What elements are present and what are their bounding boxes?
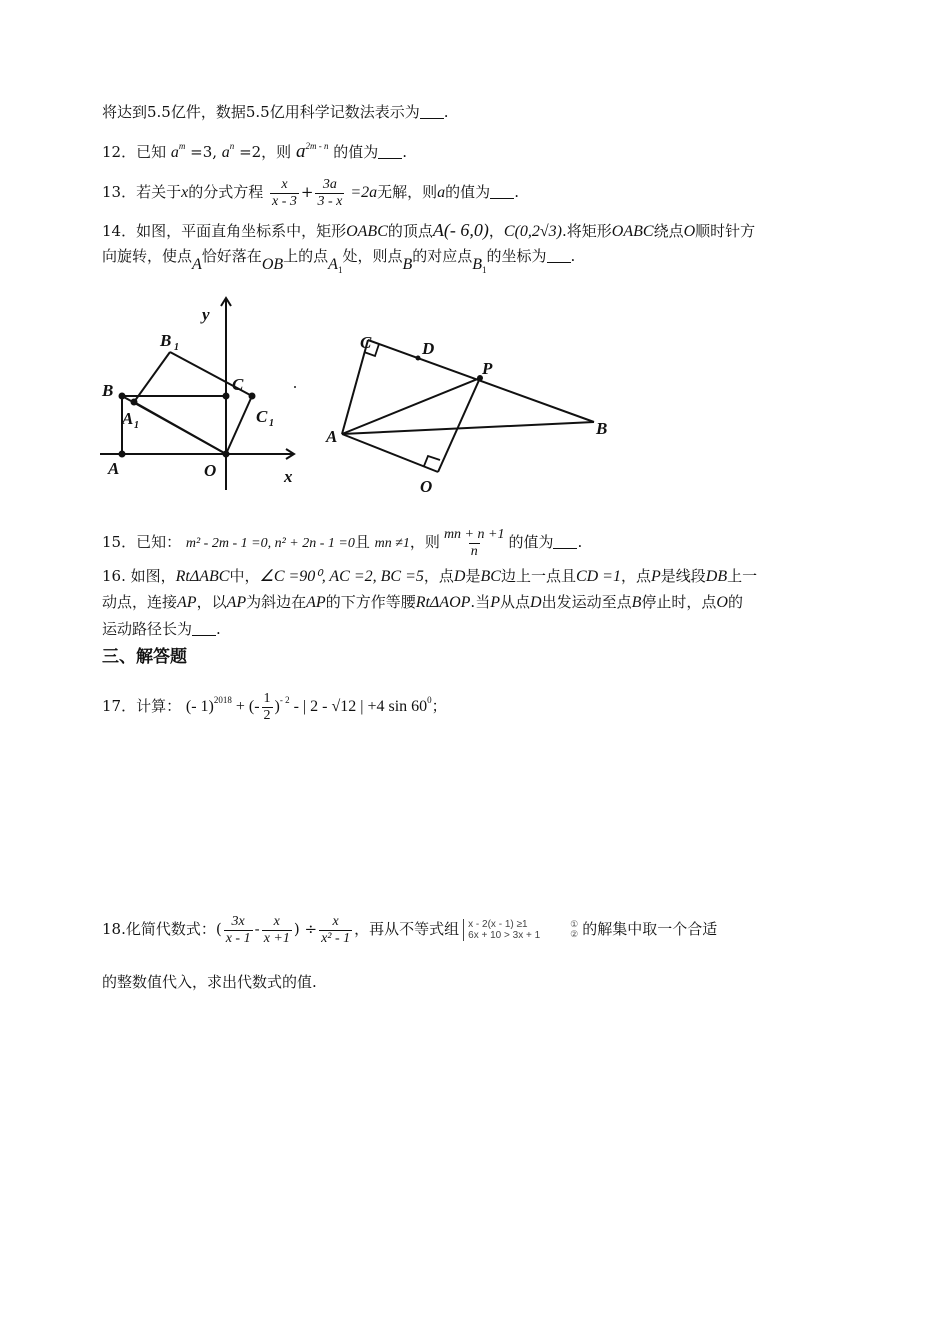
q14-text: 的对应点	[412, 247, 473, 265]
q13-f2-den: 3 - x	[317, 193, 343, 209]
label-x: x	[284, 467, 293, 486]
circled-numbers	[570, 920, 578, 940]
q16-text: 动点，连接	[102, 593, 178, 611]
q13-lead: 13．若关于	[102, 183, 182, 201]
q16-text: ，点	[423, 567, 454, 585]
edge-a1o	[134, 402, 226, 454]
label-c: C	[232, 375, 244, 394]
q16-d: D	[530, 594, 542, 611]
q18-div: ) ÷	[293, 920, 318, 938]
q14-text: 14．如图，平面直角坐标系中，矩形	[102, 222, 347, 240]
q14-text: 的顶点	[387, 222, 433, 240]
q12-a1: a	[170, 144, 179, 161]
q15-cond: mn ≠1	[374, 536, 410, 551]
q13-f1-num: x	[281, 176, 288, 192]
q16-text: ，点	[620, 567, 651, 585]
point-c	[223, 393, 230, 400]
q16-ap: AP	[226, 594, 247, 611]
q17-exp: 0	[427, 695, 432, 705]
q17-end: ；	[431, 697, 447, 715]
point-b	[119, 393, 126, 400]
q14-ob: OB	[261, 256, 284, 273]
q14-text: 处，则点	[342, 247, 403, 265]
q13-end: .	[514, 183, 519, 201]
q17-fraction	[262, 691, 273, 724]
q18-fraction-3	[319, 914, 352, 947]
edge-ab	[342, 422, 594, 434]
q14-b: B	[402, 256, 413, 273]
inequality-system	[463, 919, 540, 941]
q12-n: n	[229, 141, 235, 151]
section-heading: 三、解答题	[102, 647, 187, 667]
q16-b: B	[631, 594, 642, 611]
q16-text: 16. 如图，	[102, 567, 176, 585]
q17-part: (- 1)	[185, 698, 214, 715]
q12-eq2: =2，则	[234, 143, 296, 161]
point-a	[119, 451, 126, 458]
q15-tail: 的值为	[508, 533, 554, 551]
q16-text: 的下方作等腰	[325, 593, 416, 611]
q17-exp: - 2	[279, 695, 290, 705]
q16-text: ，以	[196, 593, 227, 611]
q14-oabc: OABC	[346, 223, 388, 240]
q15-num: mn + n +1	[443, 526, 505, 542]
figure-right-triangle	[322, 326, 622, 496]
q12-tail: 的值为	[333, 143, 379, 161]
label-c: C	[360, 333, 372, 352]
q16-text: 是线段	[660, 567, 706, 585]
point-c1	[249, 393, 256, 400]
q15-lead: 15．已知：	[102, 533, 182, 551]
q16-p: P	[651, 568, 661, 585]
answer-blank	[192, 621, 216, 636]
label-b1-sub: 1	[174, 342, 179, 353]
q14-text: 向旋转，使点	[102, 247, 193, 265]
q14-point-c: C(0,2√3)	[503, 223, 562, 240]
q18-f3-den: x² - 1	[321, 930, 351, 946]
q15-line	[102, 522, 582, 564]
q17-part: + (-	[231, 698, 260, 715]
q14-o: O	[683, 223, 696, 240]
q17-part: )	[274, 698, 280, 715]
q16-text: 停止时，点	[641, 593, 717, 611]
q16-db: DB	[705, 568, 728, 585]
answer-blank	[490, 184, 514, 199]
q13-a: a	[437, 184, 446, 201]
q14-a: A	[192, 256, 202, 273]
inequality-2: 6x + 10 > 3x + 1	[468, 930, 541, 941]
q15-then: ，则	[409, 533, 440, 551]
q14-line-1	[102, 220, 755, 242]
q13-fraction-1	[270, 177, 299, 210]
circled-2: ②	[570, 930, 579, 940]
q12-end: .	[402, 143, 408, 161]
q14-a1: A	[328, 256, 338, 273]
q13-tail1: 无解，则	[377, 183, 438, 201]
edge-c1o	[226, 396, 252, 454]
inequality-1: x - 2(x - 1) ≥1	[468, 919, 528, 930]
q16-text: 从点	[499, 593, 530, 611]
q12-lead: 12．已知	[102, 143, 167, 161]
label-o: O	[420, 477, 433, 496]
q13-f2-num: 3a	[322, 176, 337, 192]
label-y: y	[202, 305, 210, 324]
q16-end: .	[216, 620, 221, 638]
q16-bc: BC	[480, 568, 501, 585]
right-angle-o	[424, 456, 440, 466]
q17-den: 2	[263, 707, 271, 723]
stray-dot	[294, 386, 296, 388]
q14-sub: 1	[482, 265, 487, 275]
q15-and: 且	[354, 533, 370, 551]
q14-line-2	[102, 246, 575, 280]
answer-blank	[378, 144, 402, 159]
q15-expr: m² - 2m - 1 =0, n² + 2n - 1 =0	[185, 536, 355, 551]
q16-ap: AP	[306, 594, 326, 611]
q18-minus: -	[254, 920, 260, 938]
q16-o: O	[716, 594, 728, 611]
q13-line	[102, 172, 519, 213]
q16-d: D	[453, 568, 466, 585]
answer-blank	[553, 534, 577, 549]
label-a: A	[326, 427, 338, 446]
q14-text: 上的点	[283, 247, 329, 265]
q11-text: 将达到5.5亿件，数据5.5亿用科学记数法表示为	[102, 103, 420, 121]
q11-line	[102, 102, 449, 122]
q17-num: 1	[263, 690, 271, 706]
label-b1: B	[160, 331, 172, 350]
q18-line-1	[102, 906, 717, 952]
q17-part: - | 2 - √12 | +4 sin 60	[289, 698, 428, 715]
q16-text: 是	[465, 567, 481, 585]
q13-plus: +	[300, 183, 314, 201]
q18-lead: 18.化简代数式：(	[102, 920, 222, 938]
label-a: A	[108, 459, 120, 478]
q16-angle: ∠C =90⁰, AC =2, BC =5	[259, 568, 424, 585]
q13-rhs: =2a	[346, 184, 378, 201]
q11-end: .	[443, 103, 449, 121]
q16-text: 上一	[727, 567, 758, 585]
q16-text: 为斜边在	[246, 593, 307, 611]
q18-f1-num: 3x	[231, 913, 245, 929]
q16-line-3	[102, 619, 221, 639]
q15-end: .	[577, 533, 583, 551]
edge-a1b1	[134, 352, 170, 402]
label-p: P	[482, 359, 493, 378]
q13-fraction-2	[315, 177, 344, 210]
label-a1: A	[122, 409, 134, 428]
q14-text: .将矩形	[562, 222, 612, 240]
q16-text: .当	[470, 593, 491, 611]
q14-text: 恰好落在	[201, 247, 262, 265]
q16-line-2	[102, 592, 743, 613]
q12-line	[102, 136, 407, 163]
point-o	[223, 451, 230, 458]
q18-text: 的整数值代入，求出代数式的值.	[102, 973, 317, 991]
q16-text: 运动路径长为	[102, 620, 193, 638]
q18-f1-den: x - 1	[225, 930, 251, 946]
q16-cd: CD =1	[575, 568, 621, 585]
q14-text: 绕点	[653, 222, 684, 240]
q18-line-2	[102, 972, 317, 992]
q16-line-1	[102, 566, 757, 587]
q13-mid: 的分式方程	[188, 183, 264, 201]
q13-tail2: 的值为	[445, 183, 491, 201]
q16-p: P	[490, 594, 500, 611]
q15-den: n	[470, 543, 478, 559]
label-c1: C	[256, 407, 268, 426]
q16-text: 中，	[229, 567, 260, 585]
edge-ao	[342, 434, 438, 472]
q18-f2-num: x	[273, 913, 280, 929]
q16-rt: RtΔABC	[175, 568, 230, 585]
label-b: B	[102, 381, 114, 400]
point-a1	[131, 399, 138, 406]
q14-point-a: A(- 6,0)	[432, 220, 489, 240]
q14-text: 的坐标为	[486, 247, 547, 265]
label-c1-sub: 1	[269, 418, 274, 429]
label-d: D	[422, 339, 435, 358]
q16-text: 的	[727, 593, 743, 611]
q12-a3: a	[295, 141, 306, 162]
q14-sub: 1	[337, 265, 343, 275]
q18-f3-num: x	[332, 913, 339, 929]
q16-text: 边上一点且	[500, 567, 576, 585]
q14-text: 顺时针方	[695, 222, 756, 240]
q12-m: m	[178, 141, 186, 151]
q13-x: x	[181, 184, 189, 201]
label-a1-sub: 1	[134, 420, 139, 431]
q18-f2-den: x +1	[263, 930, 290, 946]
q16-text: 出发运动至点	[541, 593, 632, 611]
q17-lead: 17．计算：	[102, 697, 182, 715]
q12-exp: 2m - n	[305, 141, 329, 151]
q13-f1-den: x - 3	[272, 193, 297, 209]
circled-1: ①	[570, 920, 579, 930]
q18-fraction-2	[262, 914, 292, 947]
point-d	[416, 356, 421, 361]
q12-a2: a	[221, 144, 230, 161]
q18-fraction-1	[224, 914, 253, 947]
figure-coordinate-rectangle	[98, 290, 318, 500]
q16-rt2: RtΔAOP	[415, 594, 471, 611]
q18-tail: 的解集中取一个合适	[582, 920, 718, 938]
q17-exp: 2018	[213, 695, 232, 705]
q12-eq1: =3,	[185, 143, 222, 161]
q14-sep: ，	[488, 222, 504, 240]
label-o: O	[204, 461, 217, 480]
answer-blank	[420, 104, 444, 119]
edge-ca	[342, 340, 368, 434]
q17-line	[102, 680, 447, 727]
q16-ap: AP	[177, 594, 197, 611]
answer-blank	[547, 248, 571, 263]
q14-oabc: OABC	[611, 223, 654, 240]
label-b: B	[596, 419, 608, 438]
q18-mid: ，再从不等式组	[354, 920, 460, 938]
q14-b1: B	[472, 256, 483, 273]
q14-end: .	[570, 247, 576, 265]
q15-fraction	[442, 527, 507, 560]
